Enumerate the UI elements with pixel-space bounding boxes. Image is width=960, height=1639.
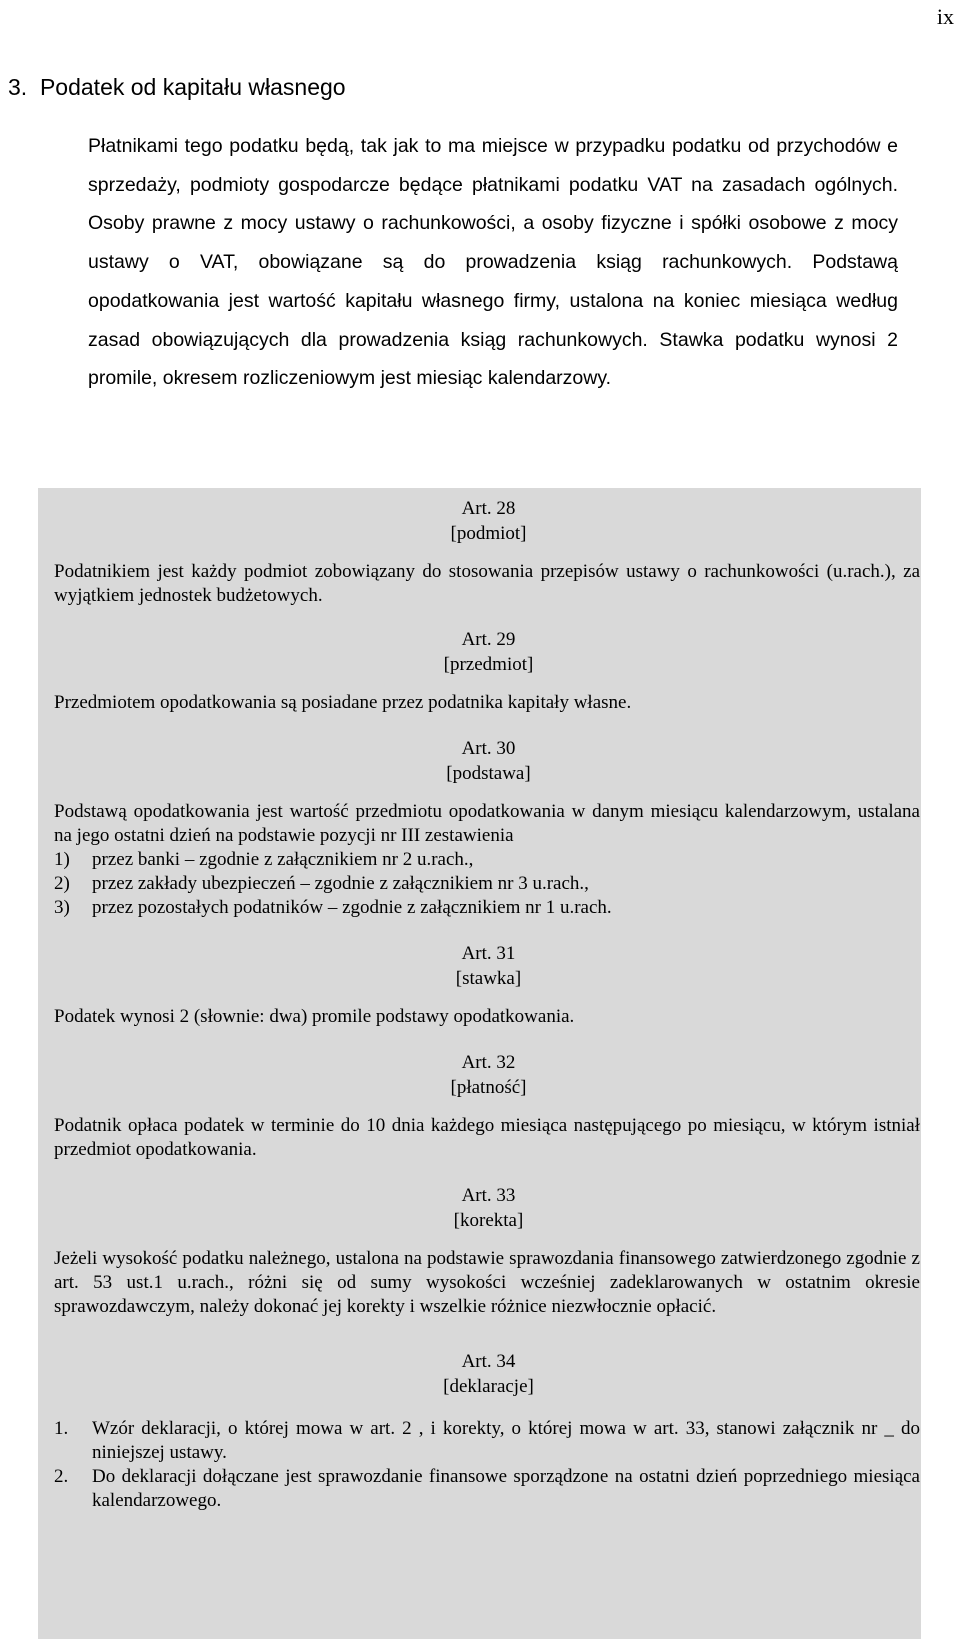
section-title-text: Podatek od kapitału własnego — [39, 74, 346, 100]
article-heading: [korekta] — [453, 1210, 524, 1231]
article-text: Podstawą opodatkowania jest wartość przedmiotu opodatkowania w danym miesiącu kalendarzowym, ustalana na jego ostatni dzień na podstawie pozycji nr III zestawienia — [54, 801, 920, 846]
list-item-number: 1. — [54, 1418, 69, 1439]
article-30 — [54, 736, 921, 920]
article-header — [54, 941, 923, 991]
list-item-number: 3) — [54, 897, 70, 918]
article-33 — [54, 1183, 921, 1319]
article-number: Art. 33 — [461, 1185, 516, 1206]
list-item — [54, 896, 920, 920]
article-32 — [54, 1050, 921, 1162]
article-number: Art. 34 — [461, 1351, 516, 1372]
article-body — [54, 1247, 920, 1319]
list-item-text: przez pozostałych podatników – zgodnie z załącznikiem nr 1 u.rach. — [92, 897, 612, 918]
article-header — [54, 1349, 923, 1399]
article-heading: [podstawa] — [446, 763, 531, 784]
article-31 — [54, 941, 921, 1029]
article-text: Podatnik opłaca podatek w terminie do 10 dnia każdego miesiąca następującego po miesiącu, w którym istniał przedmiot opodatkowania. — [54, 1115, 920, 1160]
list-item — [54, 1465, 920, 1513]
article-number: Art. 31 — [461, 943, 516, 964]
article-body — [54, 1005, 920, 1029]
article-text: Jeżeli wysokość podatku należnego, ustalona na podstawie sprawozdania finansowego zatwierdzonego zgodnie z art. 53 ust.1 u.rach., różni się od sumy wysokości wcześniej zadeklarowanych w ostatnim okresie sprawozdawczym, należy dokonać jej korekty i wszelkie różnice niezwłocznie opłacić. — [54, 1248, 920, 1317]
article-29 — [54, 627, 921, 715]
article-body — [54, 1417, 920, 1513]
article-heading: [płatność] — [450, 1077, 527, 1098]
article-header — [54, 1183, 923, 1233]
section-number: 3. — [8, 74, 28, 100]
article-number: Art. 30 — [461, 738, 516, 759]
article-body — [54, 1114, 920, 1162]
article-header — [54, 627, 923, 677]
article-28 — [54, 496, 921, 608]
list-item-text: przez zakłady ubezpieczeń – zgodnie z załącznikiem nr 3 u.rach., — [92, 873, 589, 894]
section-title — [8, 74, 346, 101]
article-number: Art. 32 — [461, 1052, 516, 1073]
article-heading: [przedmiot] — [443, 654, 534, 675]
list-item-text: przez banki – zgodnie z załącznikiem nr 2 u.rach., — [92, 849, 474, 870]
article-heading: [deklaracje] — [443, 1376, 534, 1397]
article-34 — [54, 1349, 921, 1513]
article-header — [54, 736, 923, 786]
list-item — [54, 848, 920, 872]
article-header — [54, 496, 923, 546]
legal-text-box — [38, 488, 921, 1639]
list-item-number: 2. — [54, 1466, 69, 1487]
article-text: Podatek wynosi 2 (słownie: dwa) promile podstawy opodatkowania. — [54, 1006, 575, 1027]
list-item — [54, 872, 920, 896]
article-text: Przedmiotem opodatkowania są posiadane przez podatnika kapitały własne. — [54, 692, 632, 713]
article-body — [54, 800, 920, 920]
article-heading: [stawka] — [455, 968, 522, 989]
article-number: Art. 29 — [461, 629, 516, 650]
list-item-number: 1) — [54, 849, 70, 870]
article-heading: [podmiot] — [450, 523, 527, 544]
article-body — [54, 560, 920, 608]
article-number: Art. 28 — [461, 498, 516, 519]
article-body — [54, 691, 920, 715]
article-list — [54, 1417, 920, 1513]
list-item-text: Do deklaracji dołączane jest sprawozdanie finansowe sporządzone na ostatni dzień poprzedniego miesiąca kalendarzowego. — [92, 1466, 920, 1511]
page-number: ix — [936, 4, 954, 29]
list-item — [54, 1417, 920, 1465]
list-item-number: 2) — [54, 873, 70, 894]
list-item-text: Wzór deklaracji, o której mowa w art. 2 , i korekty, o której mowa w art. 33, stanowi załącznik nr _ do niniejszej ustawy. — [92, 1418, 920, 1463]
intro-paragraph: Płatnikami tego podatku będą, tak jak to ma miejsce w przypadku podatku od przychodów e sprzedaży, podmioty gospodarcze będące płatnikami podatku VAT na zasadach ogólnych. Osoby prawne z mocy ustawy o rachunkowości, a osoby fizyczne i spółki osobowe z mocy ustawy o VAT, obowiązane są do prowadzenia ksiąg rachunkowych. Podstawą opodatkowania jest wartość kapitału własnego firmy, ustalona na koniec miesiąca według zasad obowiązujących dla prowadzenia ksiąg rachunkowych. Stawka podatku wynosi 2 promile, okresem rozliczeniowym jest miesiąc kalendarzowy. — [88, 135, 898, 390]
article-header — [54, 1050, 923, 1100]
article-list — [54, 848, 920, 920]
article-text: Podatnikiem jest każdy podmiot zobowiązany do stosowania przepisów ustawy o rachunkowości (u.rach.), za wyjątkiem jednostek budżetowych. — [54, 561, 920, 606]
